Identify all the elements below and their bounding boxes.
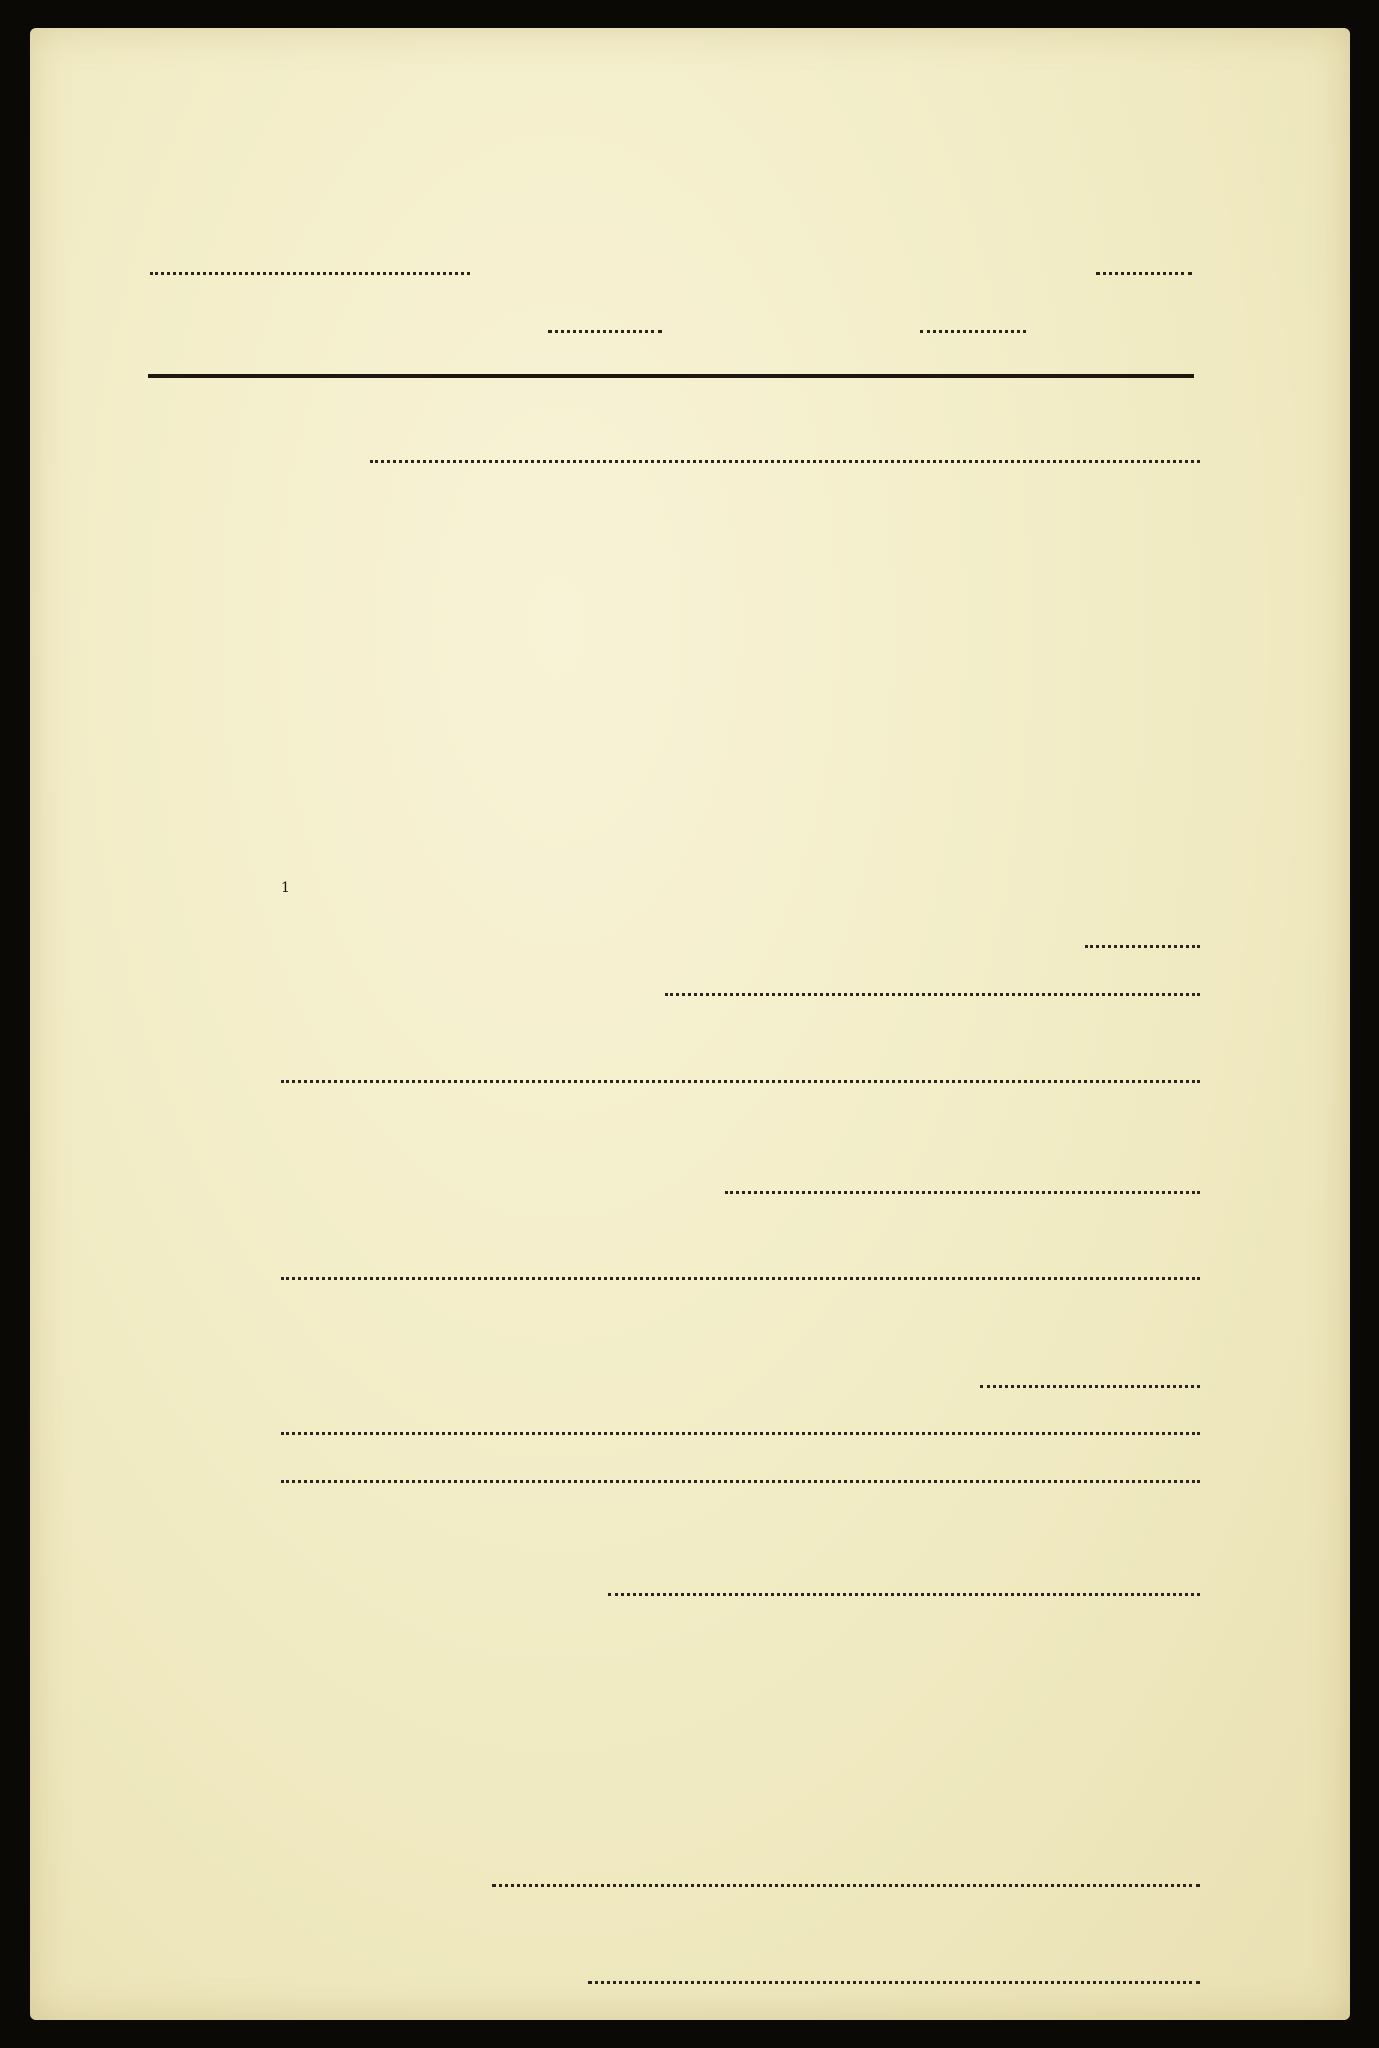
q1-dotted-line bbox=[370, 460, 1200, 463]
q10-dotted-line-2 bbox=[281, 1432, 1200, 1435]
header-rule bbox=[148, 374, 1194, 378]
q6-dotted-line bbox=[1085, 945, 1200, 948]
census-form-page bbox=[30, 28, 1350, 2020]
q7-dotted-line-2 bbox=[281, 1080, 1200, 1083]
husliste-dotted-line bbox=[920, 330, 1026, 333]
q14-dotted-line bbox=[492, 1884, 1200, 1887]
kreds-dotted-line bbox=[548, 330, 662, 333]
q11-dotted-line bbox=[608, 1593, 1200, 1596]
q5-line2: 1 bbox=[281, 880, 290, 896]
q8-dotted-line bbox=[725, 1191, 1200, 1194]
q15-dotted-line bbox=[588, 1981, 1200, 1984]
q9-dotted-line bbox=[281, 1277, 1200, 1280]
q10-dotted-line bbox=[980, 1385, 1200, 1388]
q10-dotted-line-3 bbox=[281, 1480, 1200, 1483]
personseddel-dotted-line bbox=[1096, 272, 1192, 275]
q7-dotted-line bbox=[665, 993, 1200, 996]
herred-dotted-line bbox=[150, 272, 470, 275]
